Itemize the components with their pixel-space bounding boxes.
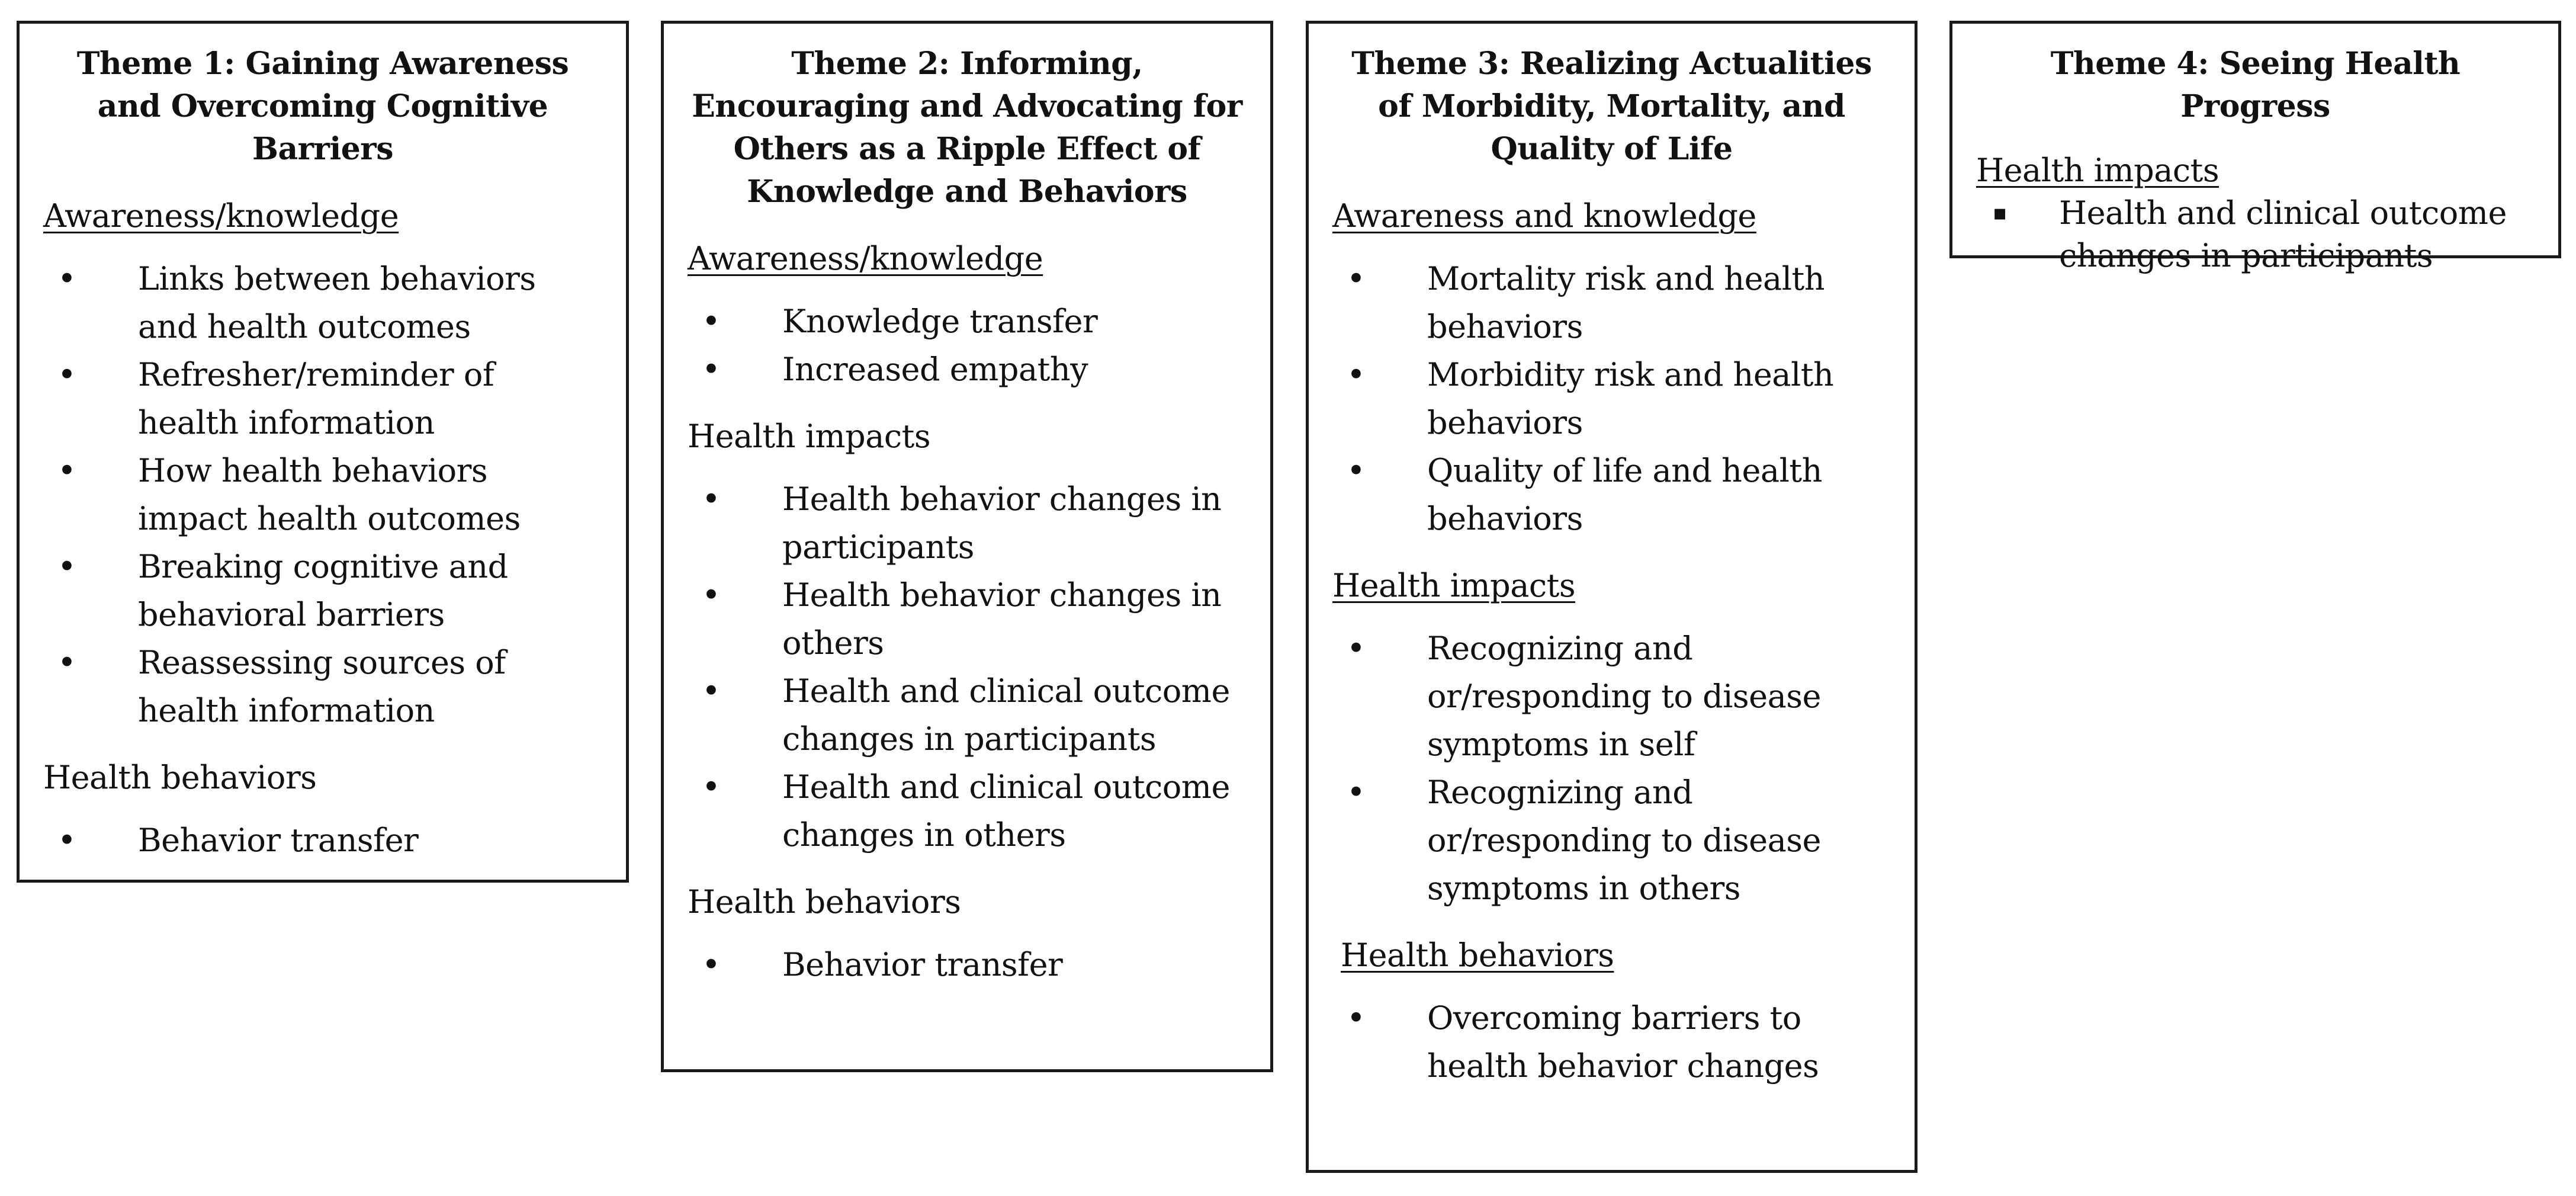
list-item-text: How health behaviors impact health outcomes [138,452,521,537]
bullet-icon: • [57,260,76,297]
bullet-icon: • [1347,774,1366,811]
section-heading: Health impacts [1976,152,2220,189]
item-list [43,255,602,735]
list-item-text: Refresher/reminder of health information [138,356,494,441]
list-item-text: Health and clinical outcome changes in participants [782,672,1230,758]
theme-3-section-impacts [1332,564,1891,912]
bullet-icon: • [57,822,76,859]
section-heading: Health behaviors [1341,937,1614,974]
list-item [1332,768,1891,912]
section-heading: Health impacts [688,418,931,455]
list-item-text: Quality of life and health behaviors [1427,452,1822,537]
theme-4-title: Theme 4: Seeing Health Progress [2050,46,2461,124]
bullet-icon: • [702,946,721,983]
theme-2-section-behaviors [688,880,1247,989]
list-item-text: Morbidity risk and health behaviors [1427,356,1834,441]
theme-1-section-awareness [43,194,602,735]
item-list [43,816,602,864]
bullet-icon: • [1347,999,1366,1037]
theme-3-section-awareness [1332,194,1891,543]
bullet-icon: ▪ [1993,201,2007,225]
list-item-text: Health behavior changes in others [782,576,1222,662]
section-heading: Awareness/knowledge [43,197,399,235]
bullet-icon: • [57,548,76,585]
list-item [43,543,602,639]
list-item [43,447,602,543]
theme-2-section-awareness [688,237,1247,393]
theme-3-box [1306,21,1917,1173]
item-list [1332,624,1891,912]
item-list [1332,255,1891,543]
section-heading: Awareness and knowledge [1332,197,1756,235]
list-item [688,941,1247,989]
list-item [1332,255,1891,351]
list-item-text: Mortality risk and health behaviors [1427,260,1825,345]
section-heading: Health behaviors [43,759,317,796]
list-item-text: Recognizing and or/responding to disease symptoms in self [1427,630,1821,763]
list-item-text: Breaking cognitive and behavioral barriers [138,548,508,633]
item-list [688,297,1247,393]
bullet-icon: • [57,644,76,681]
list-item [1332,994,1891,1090]
list-item-text: Overcoming barriers to health behavior changes [1427,999,1819,1085]
list-item-text: Behavior transfer [138,822,419,859]
bullet-icon: • [702,480,721,518]
list-item-text: Behavior transfer [782,946,1063,983]
list-item-text: Recognizing and or/responding to disease symptoms in others [1427,774,1821,907]
list-item-text: Health and clinical outcome changes in participants [2059,194,2507,274]
list-item [43,351,602,447]
list-item [1332,351,1891,447]
theme-2-box [661,21,1273,1072]
theme-1-title: Theme 1: Gaining Awareness and Overcoming Cognitive Barriers [76,46,569,167]
bullet-icon: • [702,303,721,340]
theme-4-section-impacts [1976,149,2535,277]
list-item-text: Knowledge transfer [782,303,1098,340]
list-item [43,639,602,735]
item-list [1332,994,1891,1090]
list-item [1332,624,1891,768]
list-item [43,255,602,351]
list-item [43,816,602,864]
bullet-icon: • [57,356,76,393]
list-item [688,763,1247,859]
list-item [688,475,1247,571]
bullet-icon: • [1347,260,1366,297]
section-heading: Health behaviors [688,883,961,921]
theme-4-box [1949,21,2561,274]
bullet-icon: • [57,452,76,489]
item-list [1976,192,2535,277]
theme-2-title: Theme 2: Informing, Encouraging and Advocating for Others as a Ripple Effect of Knowledge and Behaviors [692,46,1242,210]
list-item-text: Health behavior changes in participants [782,480,1222,566]
theme-3-section-behaviors [1332,934,1891,1090]
theme-2-section-impacts [688,415,1247,859]
bullet-icon: • [702,672,721,710]
list-item [688,571,1247,667]
list-item [688,297,1247,345]
item-list [688,941,1247,989]
list-item [688,667,1247,763]
list-item-text: Health and clinical outcome changes in others [782,768,1230,854]
theme-3-title: Theme 3: Realizing Actualities of Morbidity, Mortality, and Quality of Life [1351,46,1872,167]
list-item-text: Links between behaviors and health outcomes [138,260,536,345]
list-item [1332,447,1891,543]
list-item-text: Reassessing sources of health information [138,644,506,729]
bullet-icon: • [1347,630,1366,667]
bullet-icon: • [702,768,721,806]
item-list [688,475,1247,859]
bullet-icon: • [1347,356,1366,393]
theme-1-section-behaviors [43,756,602,864]
theme-1-box [17,21,629,883]
bullet-icon: • [1347,452,1366,489]
list-item [1976,192,2535,277]
bullet-icon: • [702,576,721,614]
list-item-text: Increased empathy [782,351,1088,388]
section-heading: Health impacts [1332,567,1576,604]
bullet-icon: • [702,351,721,388]
section-heading: Awareness/knowledge [688,240,1043,277]
list-item [688,345,1247,393]
